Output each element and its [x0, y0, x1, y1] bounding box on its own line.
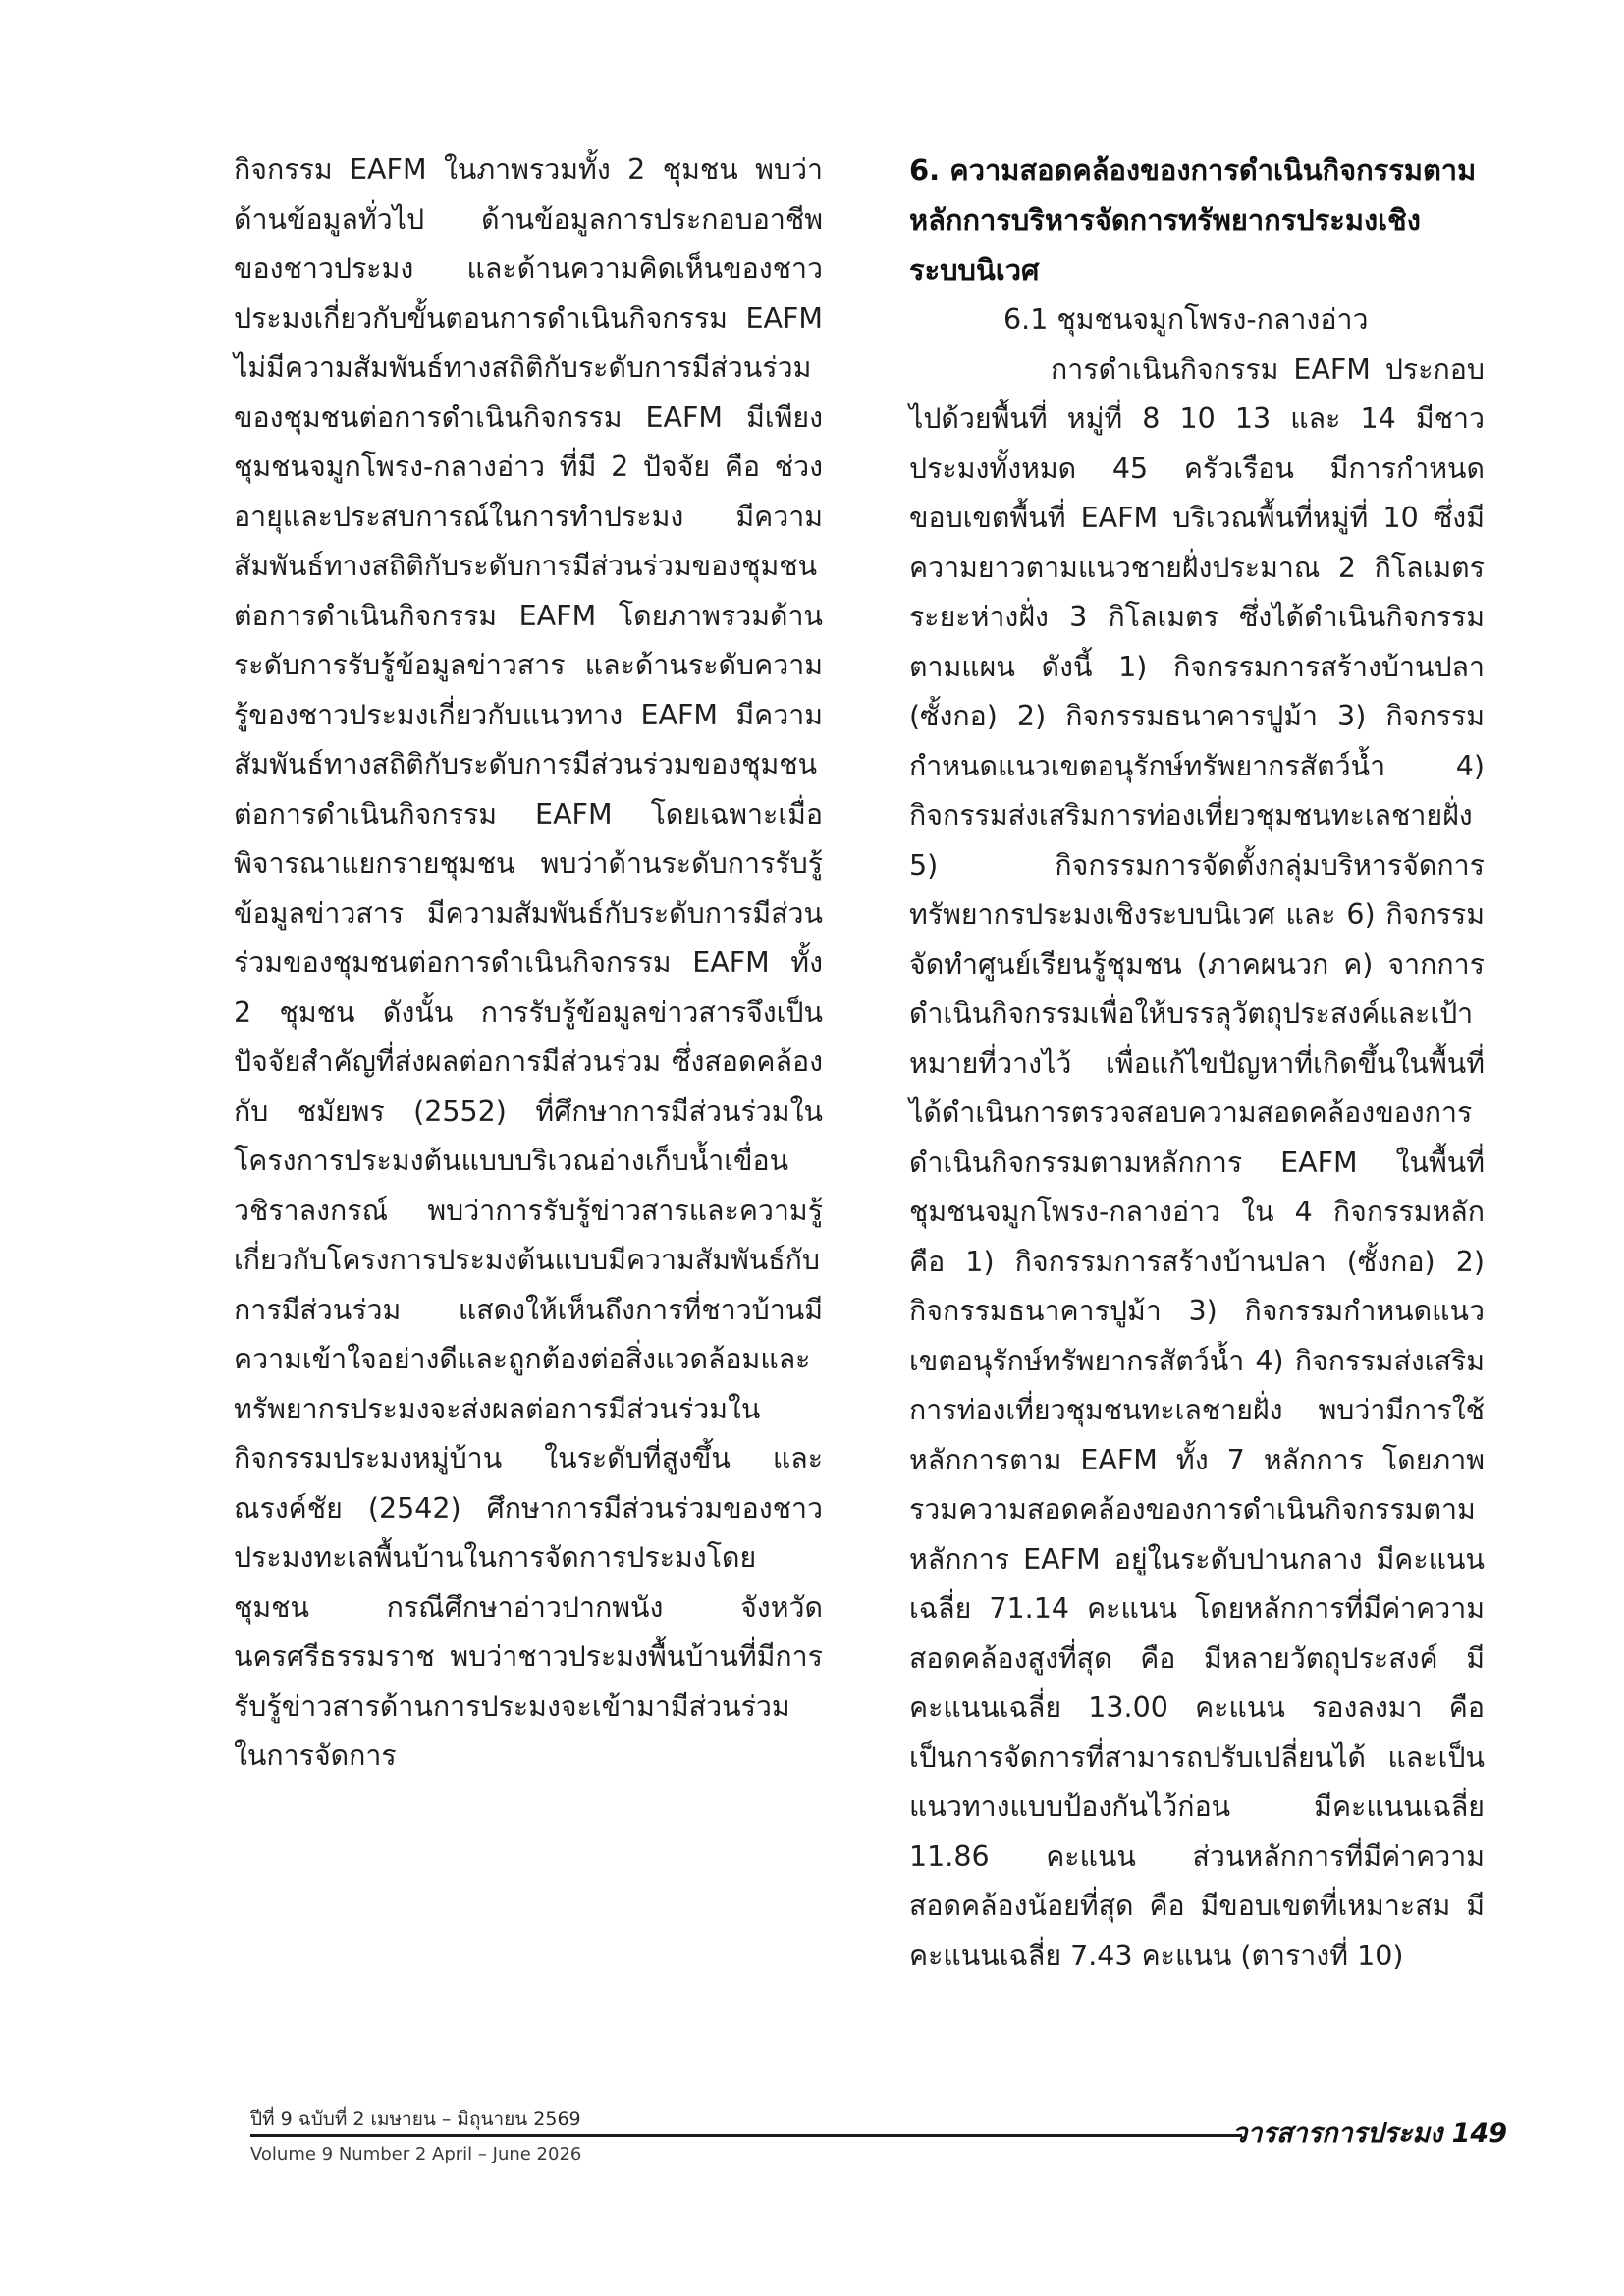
section-heading: 6. ความสอดคล้องของการดำเนินกิจกรรมตามหลักการบริหารจัดการทรัพยากรประมงเชิงระบบนิเวศ: [909, 153, 1477, 287]
issue-info-english: Volume 9 Number 2 April – June 2026: [250, 2144, 582, 2164]
left-text-column: [234, 145, 823, 1782]
subsection-heading: 6.1 ชุมชนจมูกโพรง-กลางอ่าว: [1003, 303, 1369, 336]
journal-name-page-number: วารสารการประมง 149: [1232, 2118, 1507, 2149]
footer-divider: [250, 2134, 1242, 2137]
body-paragraph: กิจกรรม EAFM ในภาพรวมทั้ง 2 ชุมชน พบว่า ด้านข้อมูลทั่วไป ด้านข้อมูลการประกอบอาชีพของชาวประมง และด้านความคิดเห็นของชาวประมงเกี่ยวกับขั้นตอนการดำเนินกิจกรรม EAFM ไม่มีความสัมพันธ์ทางสถิติกับระดับการมีส่วนร่วมของชุมชนต่อการดำเนินกิจกรรม EAFM มีเพียงชุมชนจมูกโพรง-กลางอ่าว ที่มี 2 ปัจจัย คือ ช่วงอายุและประสบการณ์ในการทำประมง มีความสัมพันธ์ทางสถิติกับระดับการมีส่วนร่วมของชุมชนต่อการดำเนินกิจกรรม EAFM โดยภาพรวมด้านระดับการรับรู้ข้อมูลข่าวสาร และด้านระดับความรู้ของชาวประมงเกี่ยวกับแนวทาง EAFM มีความสัมพันธ์ทางสถิติกับระดับการมีส่วนร่วมของชุมชนต่อการดำเนินกิจกรรม EAFM โดยเฉพาะเมื่อพิจารณาแยกรายชุมชน พบว่าด้านระดับการรับรู้ข้อมูลข่าวสาร มีความสัมพันธ์กับระดับการมีส่วนร่วมของชุมชนต่อการดำเนินกิจกรรม EAFM ทั้ง 2 ชุมชน ดังนั้น การรับรู้ข้อมูลข่าวสารจึงเป็นปัจจัยสำคัญที่ส่งผลต่อการมีส่วนร่วม ซึ่งสอดคล้องกับ ชมัยพร (2552) ที่ศึกษาการมีส่วนร่วมในโครงการประมงต้นแบบบริเวณอ่างเก็บน้ำเขื่อนวชิราลงกรณ์ พบว่าการรับรู้ข่าวสารและความรู้เกี่ยวกับโครงการประมงต้นแบบมีความสัมพันธ์กับการมีส่วนร่วม แสดงให้เห็นถึงการที่ชาวบ้านมีความเข้าใจอย่างดีและถูกต้องต่อสิ่งแวดล้อมและทรัพยากรประมงจะส่งผลต่อการมีส่วนร่วมในกิจกรรมประมงหมู่บ้าน ในระดับที่สูงขึ้น และ ณรงค์ชัย (2542) ศึกษาการมีส่วนร่วมของชาวประมงทะเลพื้นบ้านในการจัดการประมงโดยชุมชน กรณีศึกษาอ่าวปากพนัง จังหวัดนครศรีธรรมราช พบว่าชาวประมงพื้นบ้านที่มีการรับรู้ข่าวสารด้านการประมงจะเข้ามามีส่วนร่วมในการจัดการ: [234, 153, 823, 1772]
issue-info-thai: ปีที่ 9 ฉบับที่ 2 เมษายน – มิถุนายน 2569: [250, 2109, 581, 2130]
right-text-column: [909, 145, 1485, 1981]
body-paragraph: การดำเนินกิจกรรม EAFM ประกอบไปด้วยพื้นที่ หมู่ที่ 8 10 13 และ 14 มีชาวประมงทั้งหมด 45 ครัวเรือน มีการกำหนดขอบเขตพื้นที่ EAFM บริเวณพื้นที่หมู่ที่ 10 ซึ่งมีความยาวตามแนวชายฝั่งประมาณ 2 กิโลเมตร ระยะห่างฝั่ง 3 กิโลเมตร ซึ่งได้ดำเนินกิจกรรมตามแผน ดังนี้ 1) กิจกรรมการสร้างบ้านปลา (ซั้งกอ) 2) กิจกรรมธนาคารปูม้า 3) กิจกรรมกำหนดแนวเขตอนุรักษ์ทรัพยากรสัตว์น้ำ 4) กิจกรรมส่งเสริมการท่องเที่ยวชุมชนทะเลชายฝั่ง 5) กิจกรรมการจัดตั้งกลุ่มบริหารจัดการทรัพยากรประมงเชิงระบบนิเวศ และ 6) กิจกรรมจัดทำศูนย์เรียนรู้ชุมชน (ภาคผนวก ค) จากการดำเนินกิจกรรมเพื่อให้บรรลุวัตถุประสงค์และเป้าหมายที่วางไว้ เพื่อแก้ไขปัญหาที่เกิดขึ้นในพื้นที่ ได้ดำเนินการตรวจสอบความสอดคล้องของการดำเนินกิจกรรมตามหลักการ EAFM ในพื้นที่ชุมชนจมูกโพรง-กลางอ่าว ใน 4 กิจกรรมหลัก คือ 1) กิจกรรมการสร้างบ้านปลา (ซั้งกอ) 2) กิจกรรมธนาคารปูม้า 3) กิจกรรมกำหนดแนวเขตอนุรักษ์ทรัพยากรสัตว์น้ำ 4) กิจกรรมส่งเสริมการท่องเที่ยวชุมชนทะเลชายฝั่ง พบว่ามีการใช้หลักการตาม EAFM ทั้ง 7 หลักการ โดยภาพรวมความสอดคล้องของการดำเนินกิจกรรมตามหลักการ EAFM อยู่ในระดับปานกลาง มีคะแนนเฉลี่ย 71.14 คะแนน โดยหลักการที่มีค่าความสอดคล้องสูงที่สุด คือ มีหลายวัตถุประสงค์ มีคะแนนเฉลี่ย 13.00 คะแนน รองลงมา คือ เป็นการจัดการที่สามารถปรับเปลี่ยนได้ และเป็นแนวทางแบบป้องกันไว้ก่อน มีคะแนนเฉลี่ย 11.86 คะแนน ส่วนหลักการที่มีค่าความสอดคล้องน้อยที่สุด คือ มีขอบเขตที่เหมาะสม มีคะแนนเฉลี่ย 7.43 คะแนน (ตารางที่ 10): [909, 352, 1485, 1972]
page-footer: [250, 2107, 1507, 2185]
